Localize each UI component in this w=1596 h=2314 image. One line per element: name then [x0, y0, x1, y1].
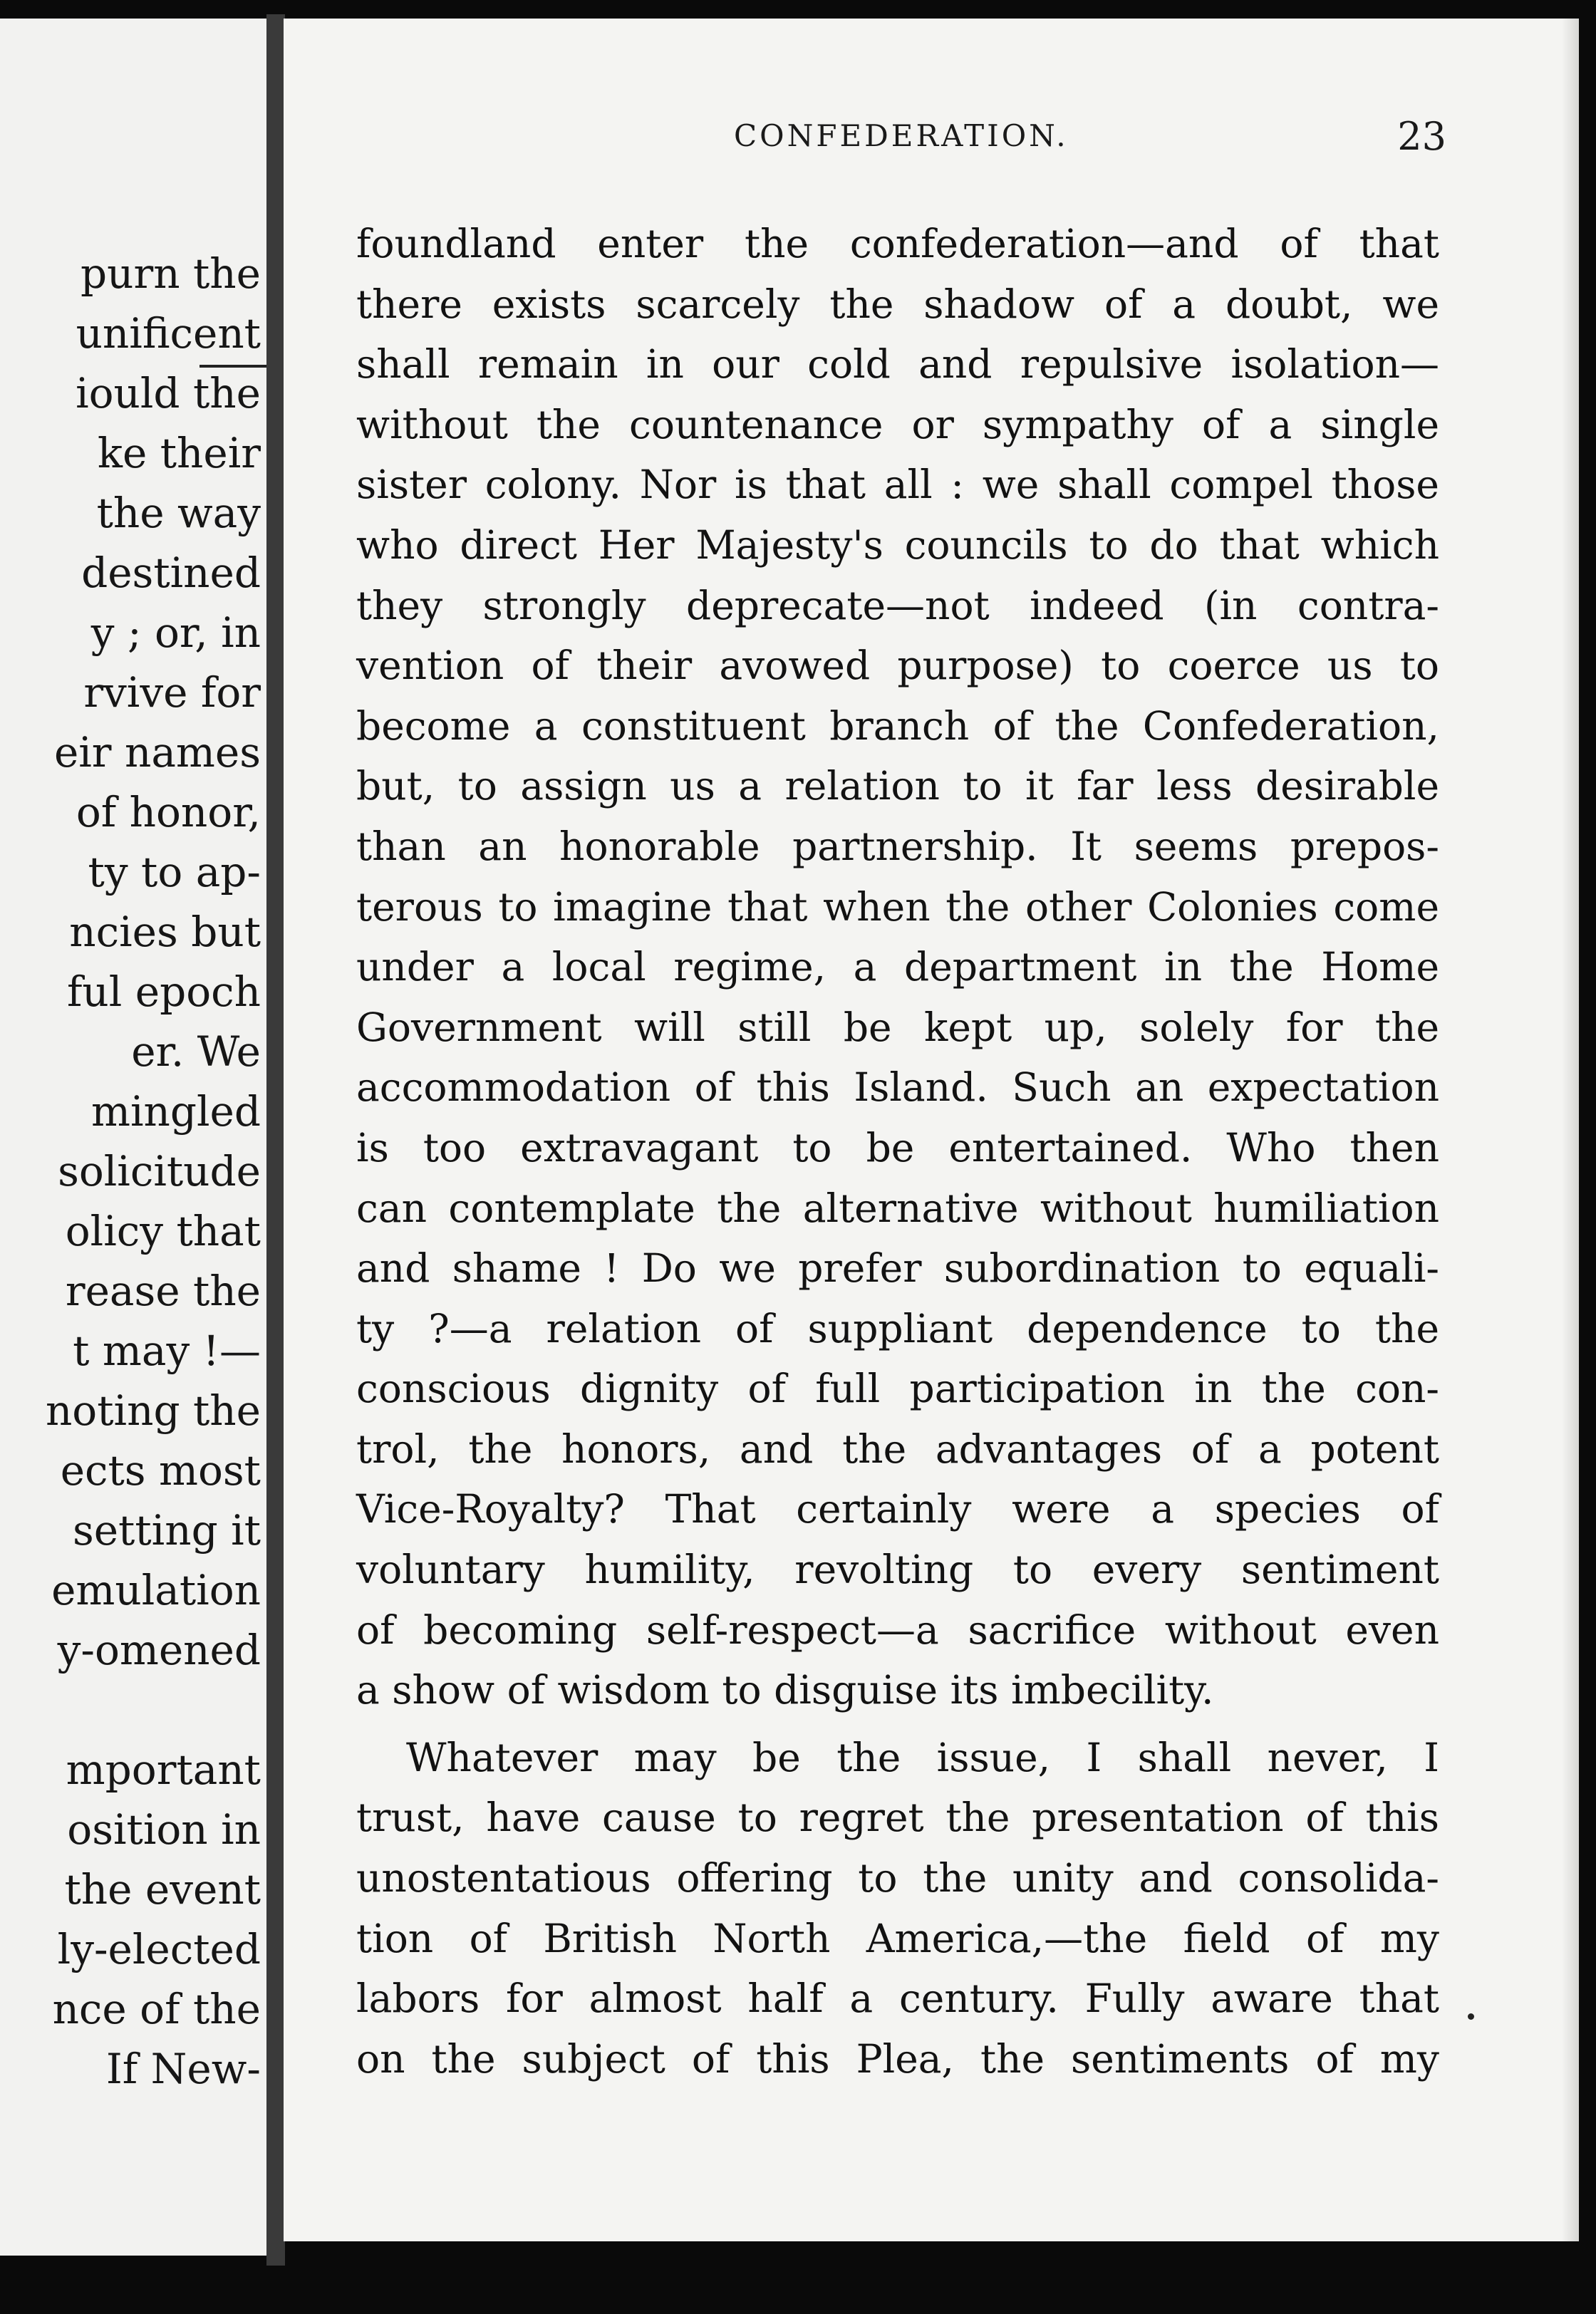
text-line: but, to assign us a relation to it far less desirable — [356, 763, 1439, 809]
text-line: tion of British North America,—the field of my — [356, 1915, 1439, 1961]
left-line: destined — [81, 549, 261, 597]
left-line: of honor, — [76, 788, 261, 836]
left-line: y ; or, in — [90, 608, 261, 657]
text-line: without the countenance or sympathy of a single — [356, 401, 1439, 447]
left-line: rvive for — [83, 668, 261, 717]
book-gutter — [266, 14, 285, 2266]
text-line: foundland enter the confederation—and of that — [356, 221, 1439, 266]
print-speck — [1468, 2013, 1474, 2020]
text-line: trol, the honors, and the advantages of a potent — [356, 1426, 1439, 1472]
text-line: conscious dignity of full participation in the con- — [356, 1366, 1439, 1412]
text-line: who direct Her Majesty's councils to do that which — [356, 522, 1439, 568]
text-line: Vice-Royalty? That certainly were a species of — [356, 1486, 1439, 1532]
left-line: If New- — [105, 2045, 261, 2093]
left-line: er. We — [131, 1027, 261, 1076]
text-line: than an honorable partnership. It seems prepos- — [356, 823, 1439, 869]
left-line: iould the — [76, 369, 261, 417]
text-line: become a constituent branch of the Confederation, — [356, 702, 1439, 749]
text-line: terous to imagine that when the other Colonies come — [356, 883, 1439, 930]
left-line: t may !— — [73, 1327, 261, 1375]
left-paragraph-gap — [0, 1680, 261, 1740]
text-line: of becoming self-respect—a sacrifice without even — [356, 1607, 1439, 1653]
left-line: ly-elected — [57, 1925, 261, 1973]
text-line: on the subject of this Plea, the sentiments of my — [356, 2035, 1439, 2082]
text-line: Whatever may be the issue, I shall never, I — [406, 1734, 1439, 1780]
text-line: shall remain in our cold and repulsive isolation— — [356, 341, 1439, 388]
left-page-fragment — [0, 19, 271, 2256]
running-head: CONFEDERATION. — [734, 118, 1069, 153]
left-line: the way — [96, 489, 261, 537]
text-line: trust, have cause to regret the presentation of this — [356, 1795, 1439, 1841]
left-line: the event — [64, 1865, 261, 1914]
paragraph-gap — [356, 1721, 1439, 1728]
left-line: mingled — [90, 1087, 261, 1136]
left-line: solicitude — [58, 1147, 261, 1195]
text-line: a show of wisdom to disguise its imbecility. — [356, 1667, 1214, 1713]
left-line: emulation — [51, 1566, 261, 1614]
text-line: ty ?—a relation of suppliant dependence to the — [356, 1305, 1439, 1351]
text-line: voluntary humility, revolting to every sentiment — [356, 1547, 1439, 1593]
left-line: rease the — [65, 1267, 261, 1315]
left-line: osition in — [67, 1805, 261, 1854]
left-line: unificent — [76, 309, 261, 358]
left-line: y-omened — [57, 1626, 261, 1674]
text-line: accommodation of this Island. Such an expectation — [356, 1064, 1439, 1111]
left-line: ncies but — [69, 908, 261, 956]
text-line: under a local regime, a department in the Home — [356, 944, 1439, 990]
text-line: sister colony. Nor is that all : we shall compel those — [356, 462, 1439, 508]
left-line: ects most — [60, 1446, 261, 1495]
text-line: vention of their avowed purpose) to coerce us to — [356, 643, 1439, 689]
left-line: ty to ap- — [88, 848, 261, 896]
left-line: noting the — [45, 1386, 261, 1435]
left-line: olicy that — [65, 1207, 261, 1255]
left-page-text — [0, 244, 261, 2099]
text-line: they strongly deprecate—not indeed (in contra- — [356, 582, 1439, 628]
text-line: unostentatious offering to the unity and consolida- — [356, 1855, 1439, 1901]
page-edge-shadow — [1562, 19, 1579, 2241]
page-number: 23 — [1397, 114, 1446, 159]
text-line: labors for almost half a century. Fully aware that — [356, 1976, 1439, 2022]
paragraph-2 — [356, 1728, 1439, 2090]
left-line: ful epoch — [66, 967, 261, 1016]
left-line: mportant — [66, 1745, 261, 1794]
left-line: ke their — [97, 429, 261, 477]
text-line: can contemplate the alternative without humiliation — [356, 1185, 1439, 1231]
left-line: nce of the — [52, 1985, 261, 2033]
right-page — [284, 19, 1579, 2241]
left-line: setting it — [72, 1506, 261, 1555]
text-line: Government will still be kept up, solely for the — [356, 1004, 1439, 1050]
left-line: purn the — [81, 249, 261, 298]
text-line: and shame ! Do we prefer subordination to equali- — [356, 1245, 1439, 1292]
text-line: there exists scarcely the shadow of a doubt, we — [356, 281, 1439, 327]
page-body — [356, 214, 1439, 2089]
paragraph-1 — [356, 214, 1439, 1721]
text-line: is too extravagant to be entertained. Who then — [356, 1124, 1439, 1171]
left-line: eir names — [53, 728, 261, 777]
